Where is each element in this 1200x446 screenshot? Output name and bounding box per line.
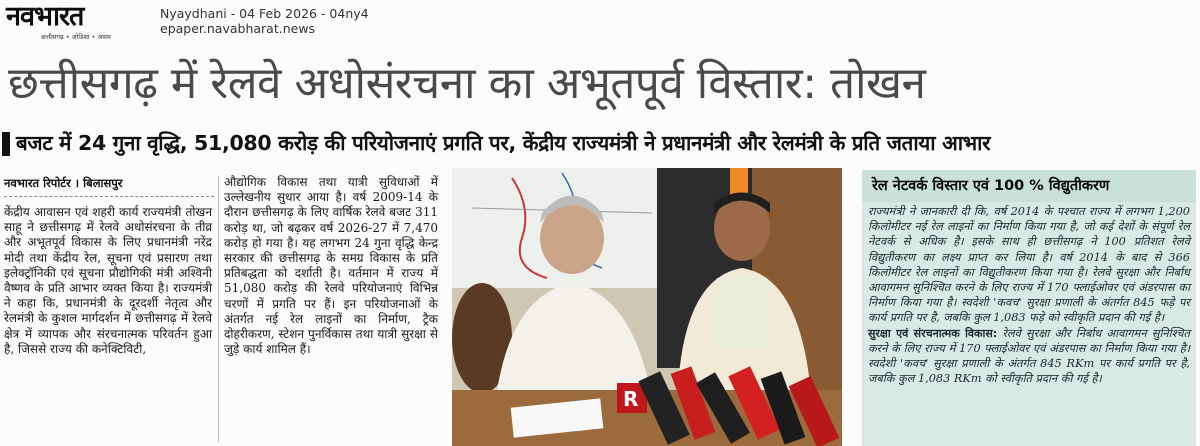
- photo-illustration: [452, 168, 842, 446]
- sidebox-body: [868, 204, 1190, 386]
- edition-line: Nyaydhani - 04 Feb 2026 - 04ny4: [160, 6, 369, 21]
- article-column-1: केंद्रीय आवासन एवं शहरी कार्य राज्यमंत्री तोखन साहू ने छत्तीसगढ़ में रेलवे अधोसंरचना के तीव्र और अभूतपूर्व विकास के लिए प्रधानमंत्री नरेंद्र मोदी तथा केंद्रीय रेल, सूचना एवं प्रसारण तथा इलेक्ट्रॉनिकी एवं सूचना प्रौद्योगिकी मंत्री अश्विनी वैष्णव के प्रति आभार व्यक्त किया है। राज्यमंत्री ने कहा कि, प्रधानमंत्री के दूरदर्शी नेतृत्व और रेलमंत्री के कुशल मार्गदर्शन में छत्तीसगढ़ में रेलवे क्षेत्र में व्यापक और संरचनात्मक परिवर्तन हुआ है, जिससे राज्य की कनेक्टिविटी,: [4, 205, 212, 356]
- sidebox-para-2-lead: सुरक्षा एवं संरचनात्मक विकास:: [868, 326, 998, 340]
- article-headline: छत्तीसगढ़ में रेलवे अधोसंरचना का अभूतपूर्व विस्तार: तोखन: [8, 58, 926, 109]
- masthead: [0, 0, 1200, 44]
- article-subheadline: [0, 122, 1200, 164]
- epaper-url[interactable]: epaper.navabharat.news: [160, 21, 316, 36]
- article-column-2: औद्योगिक विकास तथा यात्री सुविधाओं में उल्लेखनीय सुधार आया है। वर्ष 2009-14 के दौरान छत्तीसगढ़ के लिए वार्षिक रेलवे बजट 311 करोड़ था, जो बढ़कर वर्ष 2026-27 में 7,470 करोड़ हो गया है। यह लगभग 24 गुना वृद्धि केन्द्र सरकार की छत्तीसगढ़ के समग्र विकास के प्रति प्रतिबद्धता को दर्शाती है। वर्तमान में राज्य में 51,080 करोड़ की रेलवे परियोजनाएं विभिन्न चरणों में प्रगति पर हैं। इन परियोजनाओं के अंतर्गत नई रेल लाइनों का निर्माण, ट्रैक दोहरीकरण, स्टेशन पुनर्विकास तथा यात्री सुरक्षा से जुड़े कार्य शामिल हैं।: [224, 175, 438, 357]
- byline-divider: [4, 196, 214, 197]
- subhead-bar: [2, 132, 10, 156]
- edition-info: [160, 6, 369, 36]
- newspaper-logo[interactable]: [6, 2, 146, 42]
- press-conference-photo: [452, 168, 842, 446]
- logo-wordmark: नवभारत: [6, 1, 84, 32]
- microphone-tag: R: [623, 387, 639, 411]
- logo-tagline: छत्तीसगढ़ • ओडिशा • असम: [41, 33, 111, 41]
- sidebox-para-1: राज्यमंत्री ने जानकारी दी कि, वर्ष 2014 के पश्चात राज्य में लगभग 1,200 किलोमीटर नई रेल लाइनों का निर्माण किया गया है, जो कई देशों के संपूर्ण रेल नेटवर्क से अधिक है। इसके साथ ही छत्तीसगढ़ ने 100 प्रतिशत रेलवे विद्युतीकरण का लक्ष्य प्राप्त कर लिया है। वर्ष 2014 के बाद से 366 किलोमीटर रेल लाइनों का विद्युतीकरण किया गया है। रेलवे सुरक्षा और निर्बाध आवागमन सुनिश्चित करने के लिए राज्य में 170 फ्लाईओवर एवं अंडरपास का निर्माण किया गया है। स्वदेशी 'कवच' सुरक्षा प्रणाली के अंतर्गत 845 फड़े पर कार्य प्रगति पर है, जबकि कुल 1,083 फड़े को स्वीकृति प्रदान की गई है।: [868, 205, 1190, 325]
- person-2-vest: [717, 278, 767, 348]
- info-sidebox: [862, 170, 1196, 446]
- sidebox-para-2: रेलवे सुरक्षा और निर्बाध आवागमन सुनिश्चित करने के लिए राज्य में 170 फ्लाईओवर एवं अंडरपास का निर्माण किया गया है। स्वदेशी 'कवच' सुरक्षा प्रणाली के अंतर्गत 845 RKm पर कार्य प्रगति पर है, जबकि कुल 1,083 RKm को स्वीकृति प्रदान की गई है।: [868, 326, 1190, 386]
- article-byline: नवभारत रिपोर्टर । बिलासपुर: [4, 176, 123, 190]
- sidebox-title: रेल नेटवर्क विस्तार एवं 100 % विद्युतीकरण: [862, 170, 1196, 202]
- column-divider: [218, 176, 219, 442]
- subheadline-text: बजट में 24 गुना वृद्धि, 51,080 करोड़ की परियोजनाएं प्रगति पर, केंद्रीय राज्यमंत्री ने प्रधानमंत्री और रेलमंत्री के प्रति जताया आभार: [16, 131, 991, 155]
